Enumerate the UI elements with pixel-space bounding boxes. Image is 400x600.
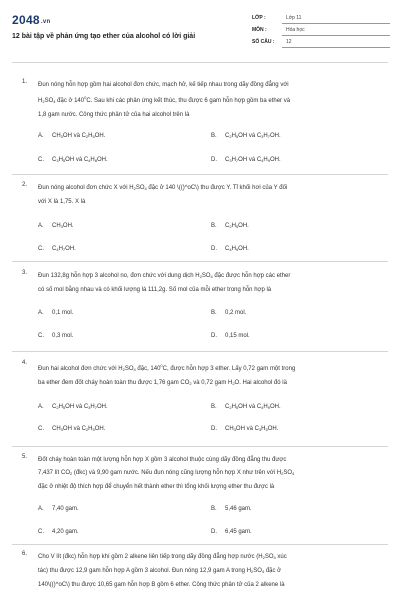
question-divider — [12, 174, 388, 175]
option-d[interactable] — [211, 426, 278, 432]
question-line: với X là 1,75. X là — [38, 198, 86, 205]
option-text: $C_3H_7OH$ và $C_4H_9OH$. — [225, 157, 281, 163]
question-number: 4. — [22, 360, 28, 366]
question-divider — [12, 261, 388, 262]
option-label: D. — [211, 426, 217, 432]
option-label: D. — [211, 333, 217, 339]
option-text: 4,20 gam. — [52, 529, 79, 535]
option-text: $C_2H_5OH$ và $C_3H_7OH$. — [52, 404, 108, 410]
option-label: C. — [38, 246, 44, 252]
option-label: D. — [211, 157, 217, 163]
option-text: 0,15 mol. — [225, 333, 250, 339]
option-text: 7,40 gam. — [52, 506, 79, 512]
option-text: $CH_3OH$ và $C_3H_5OH$. — [225, 426, 279, 432]
option-c[interactable] — [38, 333, 73, 339]
document-meta — [252, 13, 390, 49]
option-c[interactable] — [38, 246, 76, 252]
option-label: C. — [38, 426, 44, 432]
question-number: 1. — [22, 79, 28, 85]
option-label: B. — [211, 506, 217, 512]
option-text: 5,46 gam. — [225, 506, 252, 512]
meta-row-subject — [252, 25, 390, 37]
option-label: A. — [38, 223, 44, 229]
question-number: 6. — [22, 551, 28, 557]
question-number: 5. — [22, 454, 28, 460]
option-a[interactable] — [38, 506, 79, 512]
question-line: đặc ở nhiệt độ thích hợp để chuyển hết thành ether thì tổng khối lượng ether thu được là — [38, 483, 275, 490]
option-b[interactable] — [211, 310, 246, 316]
question-number: 2. — [22, 182, 28, 188]
option-c[interactable] — [38, 529, 79, 535]
question-text — [38, 360, 384, 391]
meta-value: Hóa học — [286, 27, 305, 33]
question-number: 3. — [22, 270, 28, 276]
meta-underline — [282, 35, 390, 36]
option-text: 0,3 mol. — [52, 333, 74, 339]
option-text: $C_4H_9OH$. — [225, 246, 249, 252]
option-label: A. — [38, 133, 44, 139]
option-a[interactable] — [38, 133, 105, 139]
header-divider — [12, 62, 388, 63]
logo-tld: .vn — [40, 19, 51, 25]
option-d[interactable] — [211, 157, 281, 163]
document-title: 12 bài tập về phản ứng tạo ether của alcohol có lời giải — [12, 33, 196, 40]
question-line: 140\(()^oC\) thu được 10,65 gam hỗn hợp B gồm 6 ether. Công thức phân tử của 2 alkene là — [38, 581, 285, 588]
option-text: 0,1 mol. — [52, 310, 74, 316]
question-line: 1,8 gam nước. Công thức phân tử của hai alcohol trên là — [38, 111, 190, 118]
question-text — [38, 79, 384, 121]
question-line: Đốt cháy hoàn toàn một lượng hỗn hợp X gồm 3 alcohol thuộc cùng dãy đồng đẳng thu được — [38, 457, 287, 463]
meta-key: SỐ CÂU : — [252, 39, 275, 45]
option-text: 6,45 gam. — [225, 529, 252, 535]
option-b[interactable] — [211, 404, 281, 410]
option-c[interactable] — [38, 426, 105, 432]
option-a[interactable] — [38, 223, 74, 229]
question-divider — [12, 446, 388, 447]
option-b[interactable] — [211, 223, 249, 229]
option-label: B. — [211, 404, 217, 410]
option-label: D. — [211, 529, 217, 535]
meta-underline — [282, 47, 390, 48]
meta-row-class — [252, 13, 390, 25]
question-text — [38, 270, 384, 297]
option-text: $CH_3OH$. — [52, 223, 74, 229]
meta-value: 12 — [286, 39, 292, 45]
option-c[interactable] — [38, 157, 108, 163]
option-text: 0,2 mol. — [225, 310, 247, 316]
option-label: A. — [38, 404, 44, 410]
question-line: ba ether đem đốt cháy hoàn toàn thu được 1,76 gam $CO_2$ và 0,72 gam $H_2O$. Hai alcohol đó là — [38, 379, 287, 386]
question-line: tác) thu được 12,9 gam hỗn hợp A gồm 3 alcohol. Đun nóng 12,9 gam A trong $H_2SO_4$ đặc ở — [38, 567, 282, 574]
question-text — [38, 551, 384, 591]
option-a[interactable] — [38, 310, 73, 316]
question-line: Đun nóng hỗn hợp gồm hai alcohol đơn chức, mạch hở, kế tiếp nhau trong dãy đồng đẳng với — [38, 82, 289, 88]
question-divider — [12, 351, 388, 352]
question-line: có số mol bằng nhau và có khối lượng là 111,2g. Số mol của mỗi ether trong hỗn hợp là — [38, 286, 272, 293]
option-text: $C_2H_5OH$ và $C_4H_9OH$. — [225, 404, 281, 410]
meta-underline — [282, 23, 390, 24]
logo-main: 2048 — [12, 13, 40, 27]
option-label: D. — [211, 246, 217, 252]
question-line: Cho V lít (đkc) hỗn hợp khí gồm 2 alkene liên tiếp trong dãy đồng đẳng hợp nước ($H_2SO_4$ xúc — [38, 554, 287, 560]
option-label: B. — [211, 133, 217, 139]
option-a[interactable] — [38, 404, 108, 410]
meta-row-count — [252, 37, 390, 49]
option-label: A. — [38, 506, 44, 512]
option-text: $C_3H_5OH$ và $C_4H_8OH$. — [52, 157, 108, 163]
option-text: $CH_3OH$ và $C_2H_5OH$. — [52, 133, 106, 139]
option-d[interactable] — [211, 246, 249, 252]
question-text — [38, 182, 384, 209]
option-text: $C_4H_7OH$. — [52, 246, 76, 252]
question-line: Đun nóng alcohol đơn chức X với $H_2SO_4$ đặc ở 140 \(()^oC\) thu được Y. Tỉ khối hơi của Y đối — [38, 185, 288, 191]
meta-key: LỚP : — [252, 15, 266, 21]
option-d[interactable] — [211, 529, 252, 535]
option-label: C. — [38, 529, 44, 535]
option-label: A. — [38, 310, 44, 316]
page-header — [0, 0, 400, 62]
meta-value: Lớp 11 — [286, 15, 302, 21]
option-label: C. — [38, 157, 44, 163]
option-text: $C_2H_5OH$. — [225, 223, 249, 229]
question-line: $H_2SO_4$ đặc ở $140^0C$. Sau khi các phản ứng kết thúc, thu được 6 gam hỗn hợp gồm ba ether và — [38, 94, 291, 104]
option-b[interactable] — [211, 506, 252, 512]
question-line: Đun 132,8g hỗn hợp 3 alcohol no, đơn chức với dung dịch $H_2SO_4$ đặc được hỗn hợp các ether — [38, 273, 291, 279]
option-d[interactable] — [211, 333, 250, 339]
question-line: Đun hai alcohol đơn chức với $H_2SO_4$ đặc, $140^0C$, được hỗn hợp 3 ether. Lấy 0,72 gam một trong — [38, 363, 296, 372]
option-text: $CH_3OH$ và $C_2H_5OH$. — [52, 426, 106, 432]
site-logo[interactable] — [12, 13, 50, 27]
option-label: B. — [211, 310, 217, 316]
meta-key: MÔN : — [252, 27, 267, 33]
question-line: 7,437 lít $CO_2$ (đkc) và 9,90 gam nước. Nếu đun nóng cũng lượng hỗn hợp X như trên với $H_2SO_4$ — [38, 469, 295, 476]
option-label: C. — [38, 333, 44, 339]
question-divider — [12, 544, 388, 545]
option-b[interactable] — [211, 133, 281, 139]
option-text: $C_2H_5OH$ và $C_3H_7OH$. — [225, 133, 281, 139]
option-label: B. — [211, 223, 217, 229]
question-text — [38, 454, 384, 493]
